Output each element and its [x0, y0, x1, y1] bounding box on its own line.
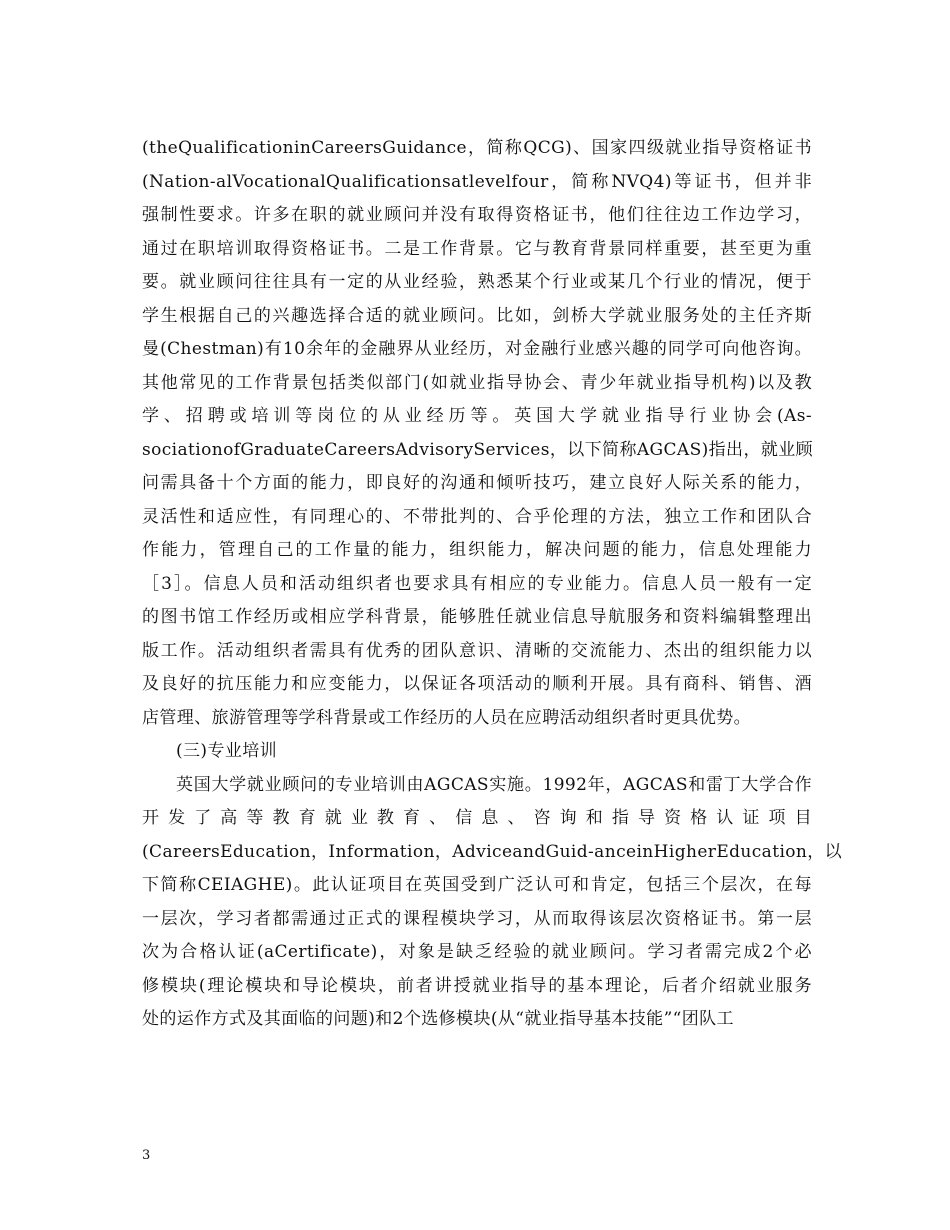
text-line: 作能力，管理自己的工作量的能力，组织能力，解决问题的能力，信息处理能力 — [142, 540, 812, 560]
text-line: 曼(Chestman)有10余年的金融界从业经历，对金融行业感兴趣的同学可向他咨询。 — [142, 339, 812, 359]
text-line: 及良好的抗压能力和应变能力，以保证各项活动的顺利开展。具有商科、销售、酒 — [142, 674, 812, 694]
text-line: (Nation-alVocationalQualificationsatlevelfour，简称NVQ4)等证书，但并非 — [142, 172, 812, 192]
text-line: 强制性要求。许多在职的就业顾问并没有取得资格证书，他们往往边工作边学习， — [142, 205, 812, 225]
text-line: 灵活性和适应性，有同理心的、不带批判的、合乎伦理的方法，独立工作和团队合 — [142, 507, 812, 527]
text-line: 的图书馆工作经历或相应学科背景，能够胜任就业信息导航服务和资料编辑整理出 — [142, 607, 812, 627]
page-number: 3 — [142, 1148, 151, 1163]
text-line: (theQualificationinCareersGuidance，简称QCG)、国家四级就业指导资格证书 — [142, 138, 812, 158]
text-line: 一层次，学习者都需通过正式的课程模块学习，从而取得该层次资格证书。第一层 — [142, 909, 812, 929]
text-line: sociationofGraduateCareersAdvisoryServices，以下简称AGCAS)指出，就业顾 — [142, 440, 814, 460]
text-line: (三)专业培训 — [176, 741, 278, 761]
text-line: ［3］。信息人员和活动组织者也要求具有相应的专业能力。信息人员一般有一定 — [142, 574, 812, 594]
text-line: 学、招聘或培训等岗位的从业经历等。英国大学就业指导行业协会(As- — [142, 406, 812, 426]
text-line: 店管理、旅游管理等学科背景或工作经历的人员在应聘活动组织者时更具优势。 — [142, 708, 751, 728]
text-line: 要。就业顾问往往具有一定的从业经验，熟悉某个行业或某几个行业的情况，便于 — [142, 272, 812, 292]
text-line: 通过在职培训取得资格证书。二是工作背景。它与教育背景同样重要，甚至更为重 — [142, 239, 812, 259]
text-line: 英国大学就业顾问的专业培训由AGCAS实施。1992年，AGCAS和雷丁大学合作 — [176, 775, 812, 795]
text-line: 开发了高等教育就业教育、信息、咨询和指导资格认证项目 — [142, 808, 812, 828]
text-line: 处的运作方式及其面临的问题)和2个选修模块(从“就业指导基本技能”“团队工 — [142, 1009, 734, 1029]
text-line: 学生根据自己的兴趣选择合适的就业顾问。比如，剑桥大学就业服务处的主任齐斯 — [142, 306, 812, 326]
text-line: (CareersEducation，Information，AdviceandGuid-anceinHigherEducation，以 — [142, 842, 843, 862]
text-line: 次为合格认证(aCertificate)，对象是缺乏经验的就业顾问。学习者需完成2个必 — [142, 942, 812, 962]
text-line: 修模块(理论模块和导论模块，前者讲授就业指导的基本理论，后者介绍就业服务 — [142, 976, 812, 996]
text-line: 其他常见的工作背景包括类似部门(如就业指导协会、青少年就业指导机构)以及教 — [142, 373, 812, 393]
text-line: 版工作。活动组织者需具有优秀的团队意识、清晰的交流能力、杰出的组织能力以 — [142, 641, 812, 661]
text-line: 问需具备十个方面的能力，即良好的沟通和倾听技巧，建立良好人际关系的能力， — [142, 473, 812, 493]
text-line: 下简称CEIAGHE)。此认证项目在英国受到广泛认可和肯定，包括三个层次，在每 — [142, 875, 812, 895]
